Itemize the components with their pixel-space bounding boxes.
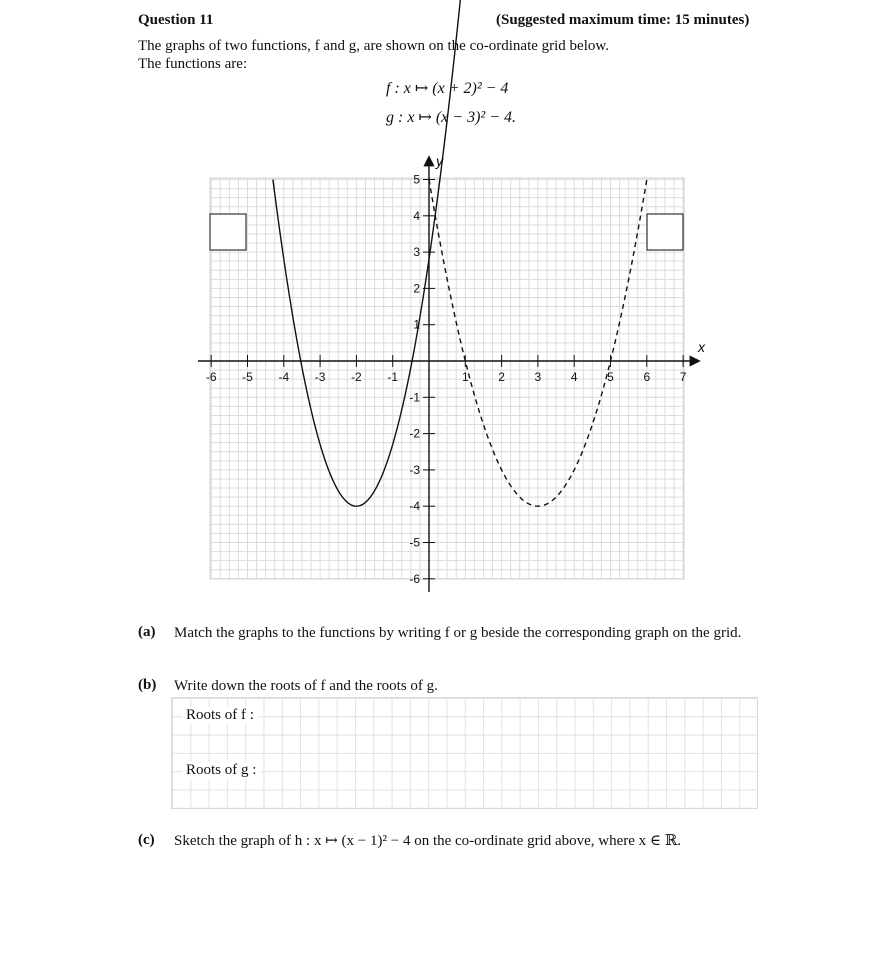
y-tick-label: 1 [413, 317, 420, 332]
roots-of-g-label: Roots of g : [182, 762, 260, 779]
x-tick-label: 5 [607, 370, 614, 384]
x-axis-label: x [698, 339, 705, 355]
x-tick-label: 4 [570, 370, 578, 384]
x-tick-label: 6 [643, 370, 651, 384]
x-tick-label: 7 [679, 370, 687, 384]
y-tick-label: 5 [413, 172, 420, 187]
y-tick-label: 3 [413, 245, 420, 260]
x-tick-label: -5 [242, 370, 253, 384]
roots-of-f-label: Roots of f : [182, 707, 258, 724]
intro-line-1: The graphs of two functions, f and g, are shown on the co-ordinate grid below. [138, 38, 609, 54]
y-tick-label: -5 [409, 535, 420, 550]
function-f-definition: f : x ↦ (x + 2)² − 4 [386, 80, 509, 97]
y-tick-label: 2 [413, 281, 420, 296]
x-tick-label: -3 [314, 370, 326, 384]
intro-line-2: The functions are: [138, 56, 248, 72]
y-tick-label: -4 [409, 499, 420, 514]
part-c-text: Sketch the graph of h : x ↦ (x − 1)² − 4 on the co-ordinate grid above, where x ∈ ℝ. [174, 833, 682, 849]
y-tick-label: -2 [409, 426, 420, 441]
part-c-letter: (c) [138, 832, 155, 848]
x-tick-label: -6 [205, 370, 217, 384]
y-tick-label: -3 [409, 462, 420, 477]
answer-box-right-graph[interactable] [647, 214, 683, 250]
answer-box-left-graph[interactable] [210, 214, 246, 250]
part-a-letter: (a) [138, 624, 156, 640]
axes [198, 158, 698, 592]
suggested-time: (Suggested maximum time: 15 minutes) [496, 12, 750, 28]
y-axis-label: y [436, 153, 443, 169]
roots-answer-area[interactable] [171, 697, 758, 809]
x-tick-labels [206, 370, 687, 384]
function-g-definition: g : x ↦ (x − 3)² − 4. [386, 109, 516, 126]
x-tick-label: -4 [278, 370, 290, 384]
x-tick-label: 3 [534, 370, 542, 384]
y-tick-label: -6 [409, 571, 420, 586]
x-tick-label: -1 [387, 370, 399, 384]
x-tick-label: -2 [351, 370, 362, 384]
part-a-text: Match the graphs to the functions by writing f or g beside the corresponding graph on the grid. [174, 625, 742, 641]
part-b-letter: (b) [138, 677, 157, 693]
x-tick-label: 2 [498, 370, 505, 384]
question-number: Question 11 [138, 12, 214, 28]
y-tick-label: 4 [413, 208, 420, 223]
y-tick-label: -1 [409, 390, 420, 405]
part-b-text: Write down the roots of f and the roots of g. [174, 678, 438, 694]
x-tick-label: 1 [461, 370, 469, 384]
